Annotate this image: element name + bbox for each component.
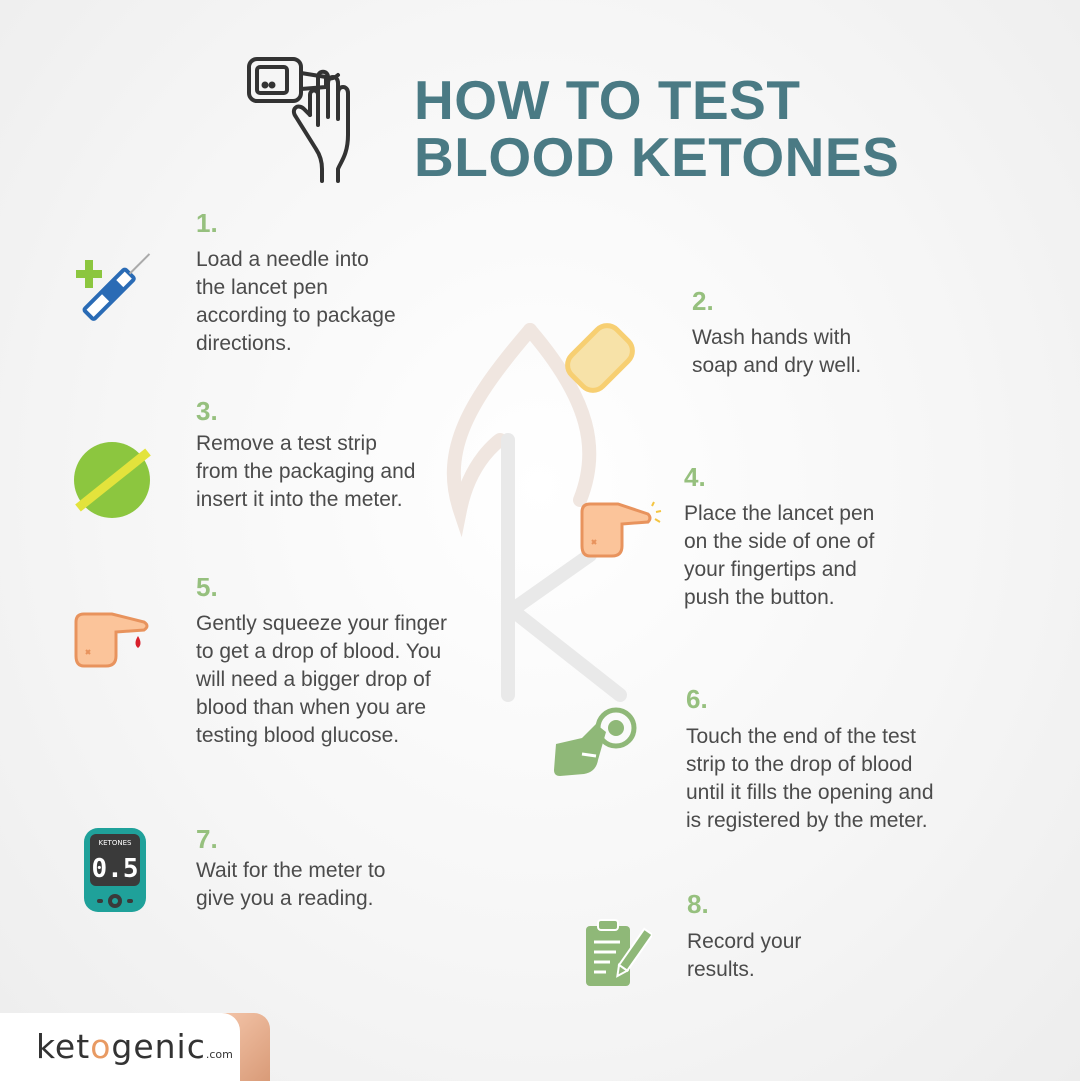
logo-text-post: genic: [111, 1027, 206, 1066]
step-4-text: Place the lancet pen on the side of one of your fingertips and push the button.: [684, 502, 875, 609]
finger-blood-drop-icon: [72, 610, 156, 670]
step-3-text: Remove a test strip from the packaging and insert it into the meter.: [196, 432, 416, 511]
step-4-number: 4.: [684, 462, 706, 492]
test-strip-icon: [72, 440, 154, 520]
step-7-text: Wait for the meter to give you a reading.: [196, 859, 386, 910]
meter-label: KETONES: [98, 839, 132, 847]
step-3-number: 3.: [196, 396, 218, 426]
step-6-text: Touch the end of the test strip to the drop of blood until it fills the opening and is registered by the meter.: [686, 725, 934, 832]
title-line-2: BLOOD KETONES: [414, 126, 900, 188]
title-line-1: HOW TO TEST: [414, 69, 801, 131]
finger-prick-icon: [578, 500, 662, 560]
ketogenic-logo[interactable]: [36, 1027, 233, 1066]
step-1-text: Load a needle into the lancet pen according to package directions.: [196, 248, 396, 355]
lancet-needle-icon: [72, 248, 158, 330]
hand-glucose-meter-icon: [246, 55, 376, 185]
soap-bar-icon: [560, 318, 640, 398]
ketone-meter-icon: [82, 826, 148, 914]
touch-finger-icon: [552, 704, 638, 780]
step-8-text: Record your results.: [687, 930, 802, 981]
step-5-text: Gently squeeze your finger to get a drop of blood. You will need a bigger drop of blood than when you are testing blood glucose.: [196, 612, 447, 747]
step-2-number: 2.: [692, 286, 714, 316]
logo-text-pre: ket: [36, 1027, 91, 1066]
page-title: [414, 69, 900, 188]
logo-text-o: o: [90, 1027, 112, 1066]
step-6-number: 6.: [686, 684, 708, 714]
step-5-number: 5.: [196, 572, 218, 602]
step-8-number: 8.: [687, 889, 709, 919]
logo-text-suffix: .com: [205, 1048, 233, 1061]
step-7-number: 7.: [196, 824, 218, 854]
clipboard-pen-icon: [584, 918, 652, 988]
step-2-text: Wash hands with soap and dry well.: [692, 326, 862, 377]
step-1-number: 1.: [196, 208, 218, 238]
meter-reading: 0.5: [91, 854, 139, 884]
